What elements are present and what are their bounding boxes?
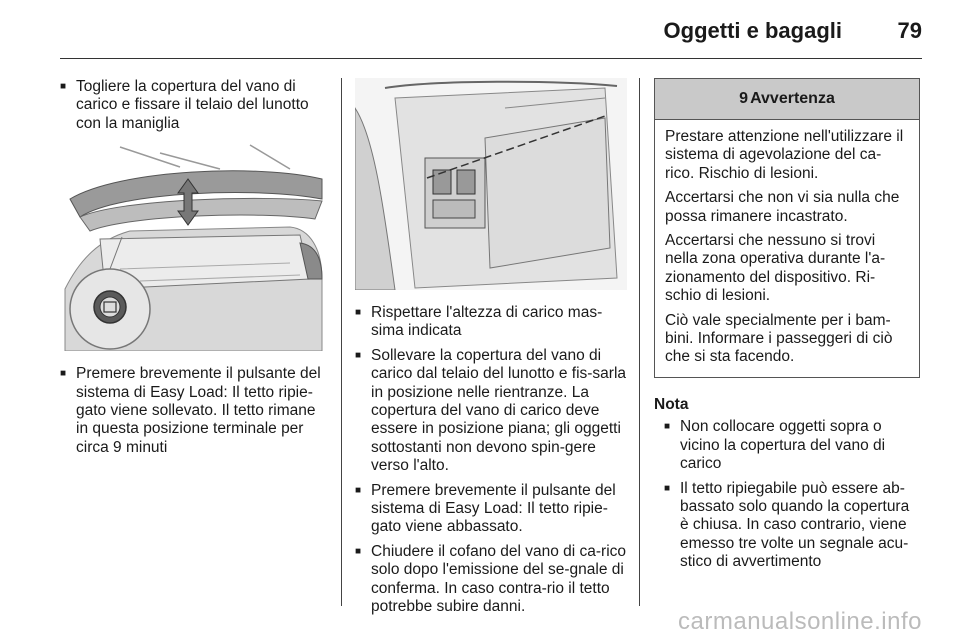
- illustration-trunk-roof-lifted: [60, 139, 325, 351]
- column-separator-2: [639, 78, 640, 606]
- column-1: [60, 78, 328, 463]
- warning-paragraph: Ciò vale specialmente per i bam-bini. Informare i passeggeri di ciò che si sta facendo.: [665, 311, 893, 366]
- column-3: [654, 78, 922, 578]
- warning-paragraph: Accertarsi che nessuno si trovi nella zona operativa durante l'a-zionamento del dispositivo. Ri-schio di lesioni.: [665, 232, 886, 305]
- bullet-remove-cover: ■ Togliere la copertura del vano di carico e fissare il telaio del lunotto con la maniglia: [60, 78, 328, 133]
- warning-box: [654, 78, 920, 378]
- note-title: Nota: [654, 395, 689, 413]
- watermark: carmanualsonline.info: [678, 608, 922, 635]
- bullet-press-easy-load-raise: ■ Premere brevemente il pulsante del sistema di Easy Load: Il tetto ripie-gato viene sollevato. Il tetto rimane in questa posizione terminale per circa 9 minuti: [60, 365, 328, 457]
- warning-header: [655, 79, 919, 120]
- header-rule: [60, 58, 922, 59]
- column-2: [355, 78, 627, 623]
- section-title: Oggetti e bagagli: [663, 18, 842, 43]
- note-bullet: ■ Il tetto ripiegabile può essere ab-bassato solo quando la copertura è chiusa. In caso contrario, viene emesso tre volte un segnale acu-stico di avvertimento: [664, 480, 922, 572]
- warning-icon: 9: [739, 89, 749, 107]
- column-separator-1: [341, 78, 342, 606]
- warning-title: Avvertenza: [750, 89, 835, 107]
- bullet-press-easy-load-lower: ■ Premere brevemente il pulsante del sistema di Easy Load: Il tetto ripie-gato viene abbassato.: [355, 482, 627, 537]
- bullet-close-trunk-lid: ■ Chiudere il cofano del vano di ca-rico solo dopo l'emissione del se-gnale di conferma. In caso contra-rio il tetto potrebbe subire danni.: [355, 543, 627, 617]
- warning-paragraph: Accertarsi che non vi sia nulla che possa rimanere incastrato.: [665, 189, 900, 225]
- trunk-illustration-svg: [60, 139, 325, 351]
- illustration-load-height-marking: [355, 78, 620, 290]
- load-height-illustration-svg: [355, 78, 627, 290]
- warning-paragraph: Prestare attenzione nell'utilizzare il sistema di agevolazione del ca-rico. Rischio di lesioni.: [665, 128, 904, 182]
- bullet-respect-load-height: ■ Rispettare l'altezza di carico mas-sima indicata: [355, 304, 627, 341]
- note-bullet: ■ Non collocare oggetti sopra o vicino la copertura del vano di carico: [664, 418, 922, 473]
- note-list: [654, 418, 922, 571]
- page-header: [0, 0, 960, 58]
- bullet-lift-cover: ■ Sollevare la copertura del vano di carico dal telaio del lunotto e fis-sarla in posizione nelle rientranze. La copertura del vano di carico deve essere in posizione piana; gli oggetti sottostanti non devono spin-gere verso l'alto.: [355, 347, 627, 476]
- page-number: 79: [897, 18, 922, 43]
- warning-body: [655, 120, 919, 377]
